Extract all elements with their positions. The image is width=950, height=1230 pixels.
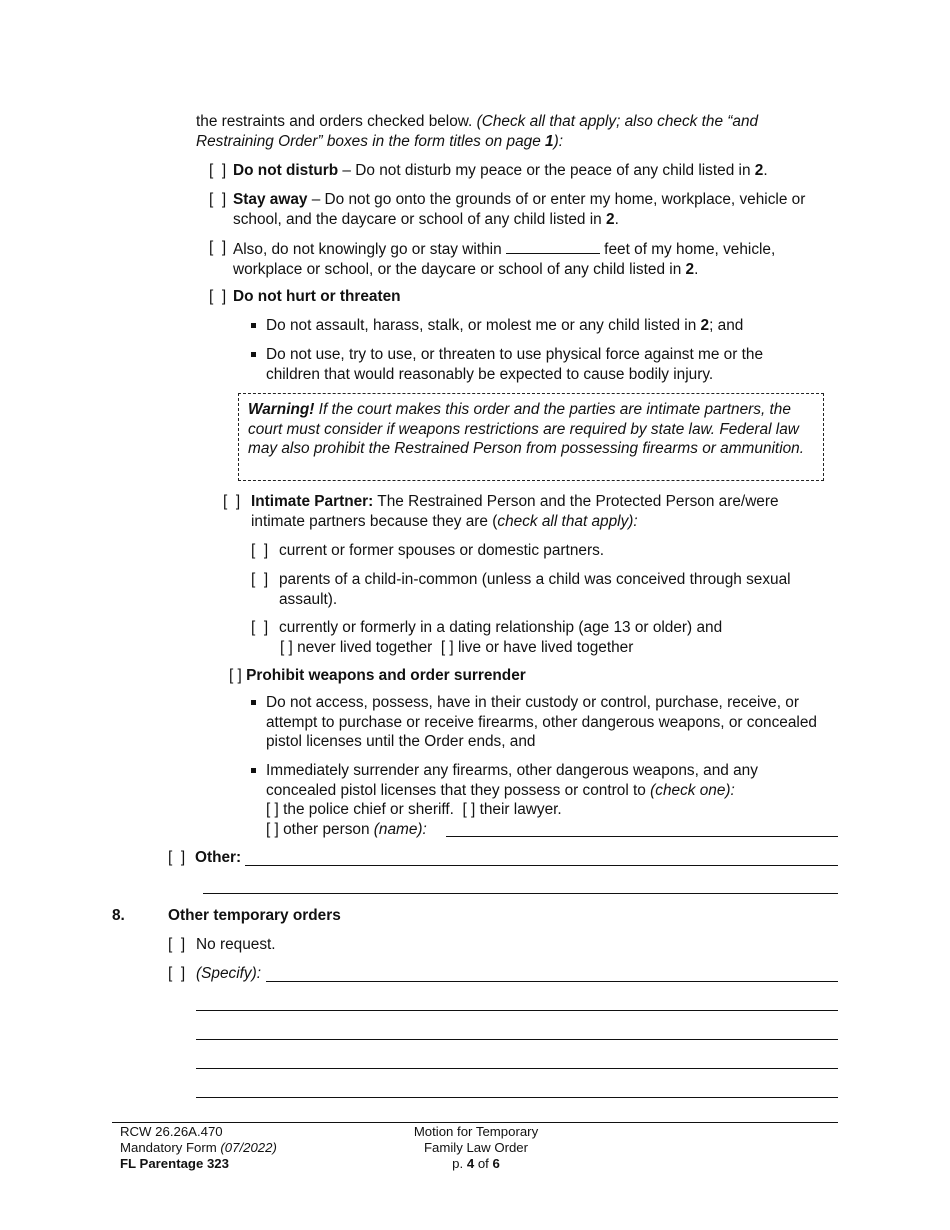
intro-paragraph: the restraints and orders checked below. (Check all that apply; also check the “and Restraining Order” boxes in the form titles on page 1): bbox=[196, 113, 759, 150]
checkbox[interactable]: [ ] bbox=[251, 619, 269, 636]
feet-input[interactable] bbox=[506, 238, 600, 254]
option-do-not-disturb[interactable]: [ ] Do not disturb – Do not disturb my peace or the peace of any child listed in 2. bbox=[209, 162, 768, 179]
option-no-request[interactable]: [ ] No request. bbox=[168, 936, 276, 953]
warning-label: Warning! bbox=[248, 401, 315, 418]
footer-form-id: FL Parentage 323 bbox=[120, 1156, 229, 1171]
checkbox[interactable]: [ ] bbox=[229, 667, 242, 684]
section-number: 8. bbox=[112, 907, 125, 924]
option-distance[interactable]: [ ] Also, do not knowingly go or stay within feet of my home, vehicle, workplace or school, or the daycare or school of any child listed in 2. bbox=[209, 239, 776, 278]
option-title: Intimate Partner: bbox=[251, 493, 374, 510]
footer-page-number: p. 4 of 6 bbox=[452, 1156, 500, 1171]
bullet-icon bbox=[250, 693, 266, 752]
specify-input-line-1[interactable] bbox=[266, 981, 838, 982]
list-item: Do not access, possess, have in their custody or control, purchase, receive, or attempt to purchase or receive firearms, other dangerous weapons, or concealed pistol licenses until the Order ends, and bbox=[250, 693, 840, 752]
footer-mandatory: Mandatory Form (07/2022) bbox=[120, 1140, 277, 1155]
specify-input-line-4[interactable] bbox=[196, 1068, 838, 1069]
option-title: Stay away bbox=[233, 191, 308, 208]
option-title: Prohibit weapons and order surrender bbox=[246, 667, 526, 684]
checkbox[interactable]: [ ] bbox=[440, 639, 454, 656]
checkbox[interactable]: [ ] bbox=[168, 965, 186, 982]
footer-center bbox=[376, 1124, 576, 1172]
option-spouses[interactable]: [ ] current or former spouses or domestic partners. bbox=[251, 542, 605, 559]
checkbox[interactable]: [ ] bbox=[209, 162, 227, 179]
checkbox[interactable]: [ ] bbox=[223, 493, 241, 510]
checkbox[interactable]: [ ] bbox=[168, 936, 186, 953]
checkbox[interactable]: [ ] bbox=[209, 239, 227, 256]
intro-text: the restraints and orders checked below. bbox=[196, 113, 473, 130]
footer-rcw: RCW 26.26A.470 bbox=[120, 1124, 223, 1139]
option-title: Do not hurt or threaten bbox=[233, 288, 401, 305]
section-title: Other temporary orders bbox=[168, 907, 341, 924]
checkbox[interactable]: [ ] bbox=[251, 542, 269, 559]
option-title: Do not disturb bbox=[233, 162, 339, 179]
checkbox[interactable]: [ ] bbox=[462, 801, 476, 818]
option-do-not-hurt[interactable] bbox=[209, 287, 809, 307]
checkbox[interactable]: [ ] bbox=[168, 849, 186, 866]
list-item: Immediately surrender any firearms, other dangerous weapons, and any concealed pistol licenses that they possess or control to (check one): bbox=[250, 761, 820, 800]
surrender-other: [ ] other person (name): bbox=[266, 821, 427, 838]
checkbox[interactable]: [ ] bbox=[251, 571, 269, 588]
intro-page-ref: 1 bbox=[545, 132, 554, 150]
specify-input-line-3[interactable] bbox=[196, 1039, 838, 1040]
other-input-line-1[interactable] bbox=[245, 865, 838, 866]
footer-title-1: Motion for Temporary bbox=[413, 1124, 539, 1139]
footer-title-2: Family Law Order bbox=[423, 1140, 529, 1155]
other-person-name-input[interactable] bbox=[446, 836, 838, 837]
checkbox[interactable]: [ ] bbox=[266, 821, 279, 838]
option-weapons[interactable] bbox=[229, 666, 829, 686]
option-intimate-partner[interactable]: [ ] Intimate Partner: The Restrained Person and the Protected Person are/were intimate partners because they are (check all that apply): bbox=[223, 493, 779, 530]
checkbox[interactable]: [ ] bbox=[209, 288, 227, 305]
checkbox[interactable]: [ ] bbox=[266, 801, 279, 818]
intro-instruction: (Check all that apply; also check the “and Restraining Order” boxes in the form titles on page bbox=[196, 113, 759, 150]
checkbox[interactable]: [ ] bbox=[209, 191, 227, 208]
option-parents[interactable]: [ ] parents of a child-in-common (unless a child was conceived through sexual assault). bbox=[251, 571, 791, 608]
bullet-icon bbox=[250, 345, 266, 384]
specify-input-line-2[interactable] bbox=[196, 1010, 838, 1011]
footer-divider bbox=[112, 1122, 838, 1123]
bullet-icon bbox=[250, 761, 266, 800]
warning-box: Warning! If the court makes this order and the parties are intimate partners, the court must consider if weapons restrictions are required by state law. Federal law may also prohibit the Restrained Person from possessing firearms or ammunition. bbox=[238, 393, 824, 481]
option-title: Other: bbox=[195, 849, 242, 866]
option-stay-away[interactable]: [ ] Stay away – Do not go onto the grounds of or enter my home, workplace, vehicle or school, and the daycare or school of any child listed in 2. bbox=[209, 191, 806, 228]
surrender-options: [ ] the police chief or sheriff. [ ] their lawyer. bbox=[266, 801, 562, 818]
footer-left bbox=[120, 1124, 380, 1172]
specify-input-line-5[interactable] bbox=[196, 1097, 838, 1098]
dating-suboptions: [ ] never lived together [ ] live or have lived together bbox=[280, 639, 634, 656]
bullet-icon bbox=[250, 316, 266, 336]
list-item: Do not use, try to use, or threaten to use physical force against me or the children that would reasonably be expected to cause bodily injury. bbox=[250, 345, 810, 384]
checkbox[interactable]: [ ] bbox=[280, 639, 293, 656]
option-specify[interactable]: [ ] (Specify): bbox=[168, 965, 261, 982]
option-dating[interactable]: [ ] currently or formerly in a dating relationship (age 13 or older) and bbox=[251, 619, 723, 636]
list-item: Do not assault, harass, stalk, or molest me or any child listed in 2; and bbox=[250, 316, 810, 336]
other-input-line-2[interactable] bbox=[203, 893, 838, 894]
